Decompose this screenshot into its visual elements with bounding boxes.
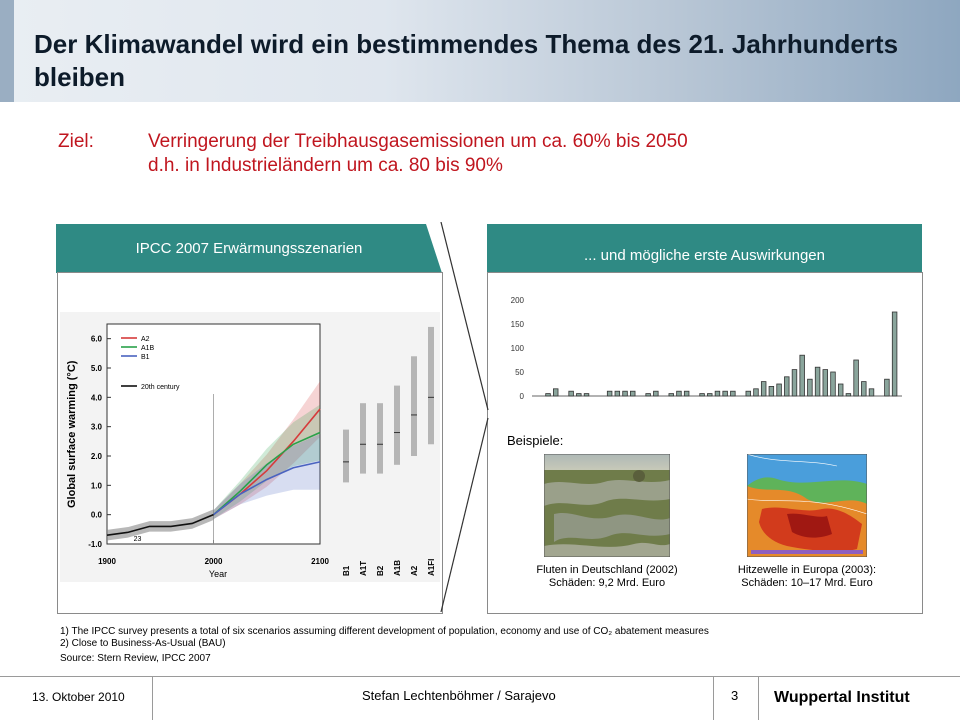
ipcc-range-label: A2 [410, 565, 419, 576]
connector-line-top [441, 222, 488, 410]
ipcc-x-tick-label: 2000 [204, 557, 223, 566]
bar-mark [569, 391, 574, 396]
bar-mark [861, 382, 866, 396]
goal-line-1: Verringerung der Treibhausgasemissionen um ca. 60% bis 2050 [148, 131, 688, 152]
bar-mark [885, 379, 890, 396]
bar-mark [677, 391, 682, 396]
ipcc-annotation: 23 [133, 536, 142, 544]
footnote-2: 2) Close to Business-As-Usual (BAU) [60, 638, 226, 649]
footnotes [60, 626, 709, 665]
footer-divider [0, 676, 960, 677]
bar-mark [654, 391, 659, 396]
bar-mark [553, 389, 558, 396]
bar-mark [754, 389, 759, 396]
bar-mark [815, 367, 820, 396]
bar-mark [800, 355, 805, 396]
heatwave-caption [722, 564, 892, 590]
ipcc-range-label: A1FI [427, 558, 436, 576]
right-panel-header: ... und mögliche erste Auswirkungen [584, 247, 825, 264]
ipcc-y-tick-label: 3.0 [90, 422, 102, 432]
heatwave-caption-line-2: Schäden: 10–17 Mrd. Euro [741, 577, 873, 589]
ipcc-y-tick-label: 5.0 [90, 364, 102, 373]
bar-mark [723, 391, 728, 396]
bar-mark [777, 384, 782, 396]
page-number: 3 [731, 688, 739, 703]
ipcc-y-tick-label: -1.0 [88, 540, 102, 549]
footer-date: 13. Oktober 2010 [32, 690, 125, 704]
bar-y-tick-label: 0 [519, 392, 524, 401]
bar-mark [707, 394, 712, 396]
flood-caption-line-1: Fluten in Deutschland (2002) [536, 564, 678, 576]
flood-photo [544, 454, 670, 557]
bar-mark [577, 394, 582, 396]
bar-mark [854, 360, 859, 396]
ipcc-y-tick-label: 2.0 [90, 452, 102, 461]
page-title: Der Klimawandel wird ein bestimmendes Thema des 21. Jahrhunderts bleiben [34, 29, 899, 92]
ipcc-x-tick-label: 2100 [311, 557, 329, 566]
ipcc-y-tick-label: 4.0 [90, 393, 102, 403]
footer-author: Stefan Lechtenböhmer / Sarajevo [362, 688, 556, 703]
bar-mark [831, 372, 836, 396]
ipcc-legend-label: B1 [141, 354, 150, 361]
bar-mark [769, 386, 774, 396]
bar-y-tick-label: 150 [510, 320, 524, 329]
bar-mark [630, 391, 635, 396]
ipcc-range-label: B2 [376, 565, 385, 576]
ipcc-range-bar-a1t [360, 403, 366, 473]
ipcc-range-label: A1B [393, 559, 402, 576]
ipcc-range-label: A1T [359, 560, 368, 576]
ipcc-y-axis-label: Global surface warming (°C) [66, 360, 78, 508]
goal-line-2: d.h. in Industrieländern um ca. 80 bis 90% [148, 155, 503, 176]
ipcc-y-tick-label: 1.0 [90, 481, 102, 491]
footer-separator-2 [713, 676, 714, 720]
flood-caption-line-2: Schäden: 9,2 Mrd. Euro [548, 577, 666, 589]
bar-mark [761, 382, 766, 396]
bar-mark [607, 391, 612, 396]
goal-text [148, 130, 868, 178]
bar-mark [700, 394, 705, 396]
heatwave-map [747, 454, 867, 557]
bar-mark [615, 391, 620, 396]
source-note: Source: Stern Review, IPCC 2007 [60, 653, 211, 664]
bar-mark [623, 391, 628, 396]
ipcc-range-bar-a1b [394, 386, 400, 465]
bar-mark [869, 389, 874, 396]
bar-mark [584, 394, 589, 396]
bar-mark [784, 377, 789, 396]
ipcc-warming-chart [60, 312, 440, 582]
footnote-1: 1) The IPCC survey presents a total of six scenarios assuming different development of population, economy and use of CO₂ abatement measures [60, 626, 709, 637]
ipcc-y-tick-label: 0.0 [90, 510, 102, 520]
bar-mark [646, 394, 651, 396]
ipcc-range-bar-a1fi [428, 327, 434, 444]
connector-lines [440, 222, 490, 614]
bar-mark [546, 394, 551, 396]
ipcc-x-tick-label: 1900 [98, 557, 116, 566]
title-banner-accent [0, 0, 14, 102]
bar-mark [838, 384, 843, 396]
brand-logo-text: Wuppertal Institut [774, 689, 910, 706]
bar-mark [746, 391, 751, 396]
bar-mark [808, 379, 813, 396]
ipcc-legend-label: A1B [141, 345, 155, 352]
ipcc-y-tick-label: 6.0 [90, 334, 102, 344]
bar-mark [792, 370, 797, 396]
heatwave-caption-line-1: Hitzewelle in Europa (2003): [737, 564, 877, 576]
bar-mark [715, 391, 720, 396]
ipcc-legend-label: 20th century [141, 384, 180, 391]
bar-mark [669, 394, 674, 396]
ipcc-range-bar-a2 [411, 356, 417, 456]
bar-mark [731, 391, 736, 396]
bar-y-tick-label: 100 [510, 344, 524, 353]
footer-separator-1 [152, 676, 153, 720]
ipcc-range-label: B1 [342, 565, 351, 576]
ipcc-legend-label: A2 [141, 336, 150, 343]
bar-mark [684, 391, 689, 396]
bar-y-tick-label: 50 [515, 368, 524, 377]
bar-mark [892, 312, 897, 396]
footer-separator-3 [758, 676, 759, 720]
bar-mark [846, 394, 851, 396]
connector-line-bottom [441, 418, 488, 612]
ipcc-x-axis-label: Year [208, 569, 228, 579]
damage-bar-chart [500, 292, 910, 404]
bar-mark [823, 370, 828, 396]
flood-caption [522, 564, 692, 590]
goal-label: Ziel: [58, 131, 94, 152]
ipcc-range-bar-b2 [377, 403, 383, 473]
bar-y-tick-label: 200 [510, 296, 524, 305]
left-panel-header: IPCC 2007 Erwärmungsszenarien [135, 240, 363, 257]
ipcc-range-bar-b1 [343, 430, 349, 483]
ipcc-legend [117, 330, 212, 400]
examples-label: Beispiele: [507, 433, 564, 448]
